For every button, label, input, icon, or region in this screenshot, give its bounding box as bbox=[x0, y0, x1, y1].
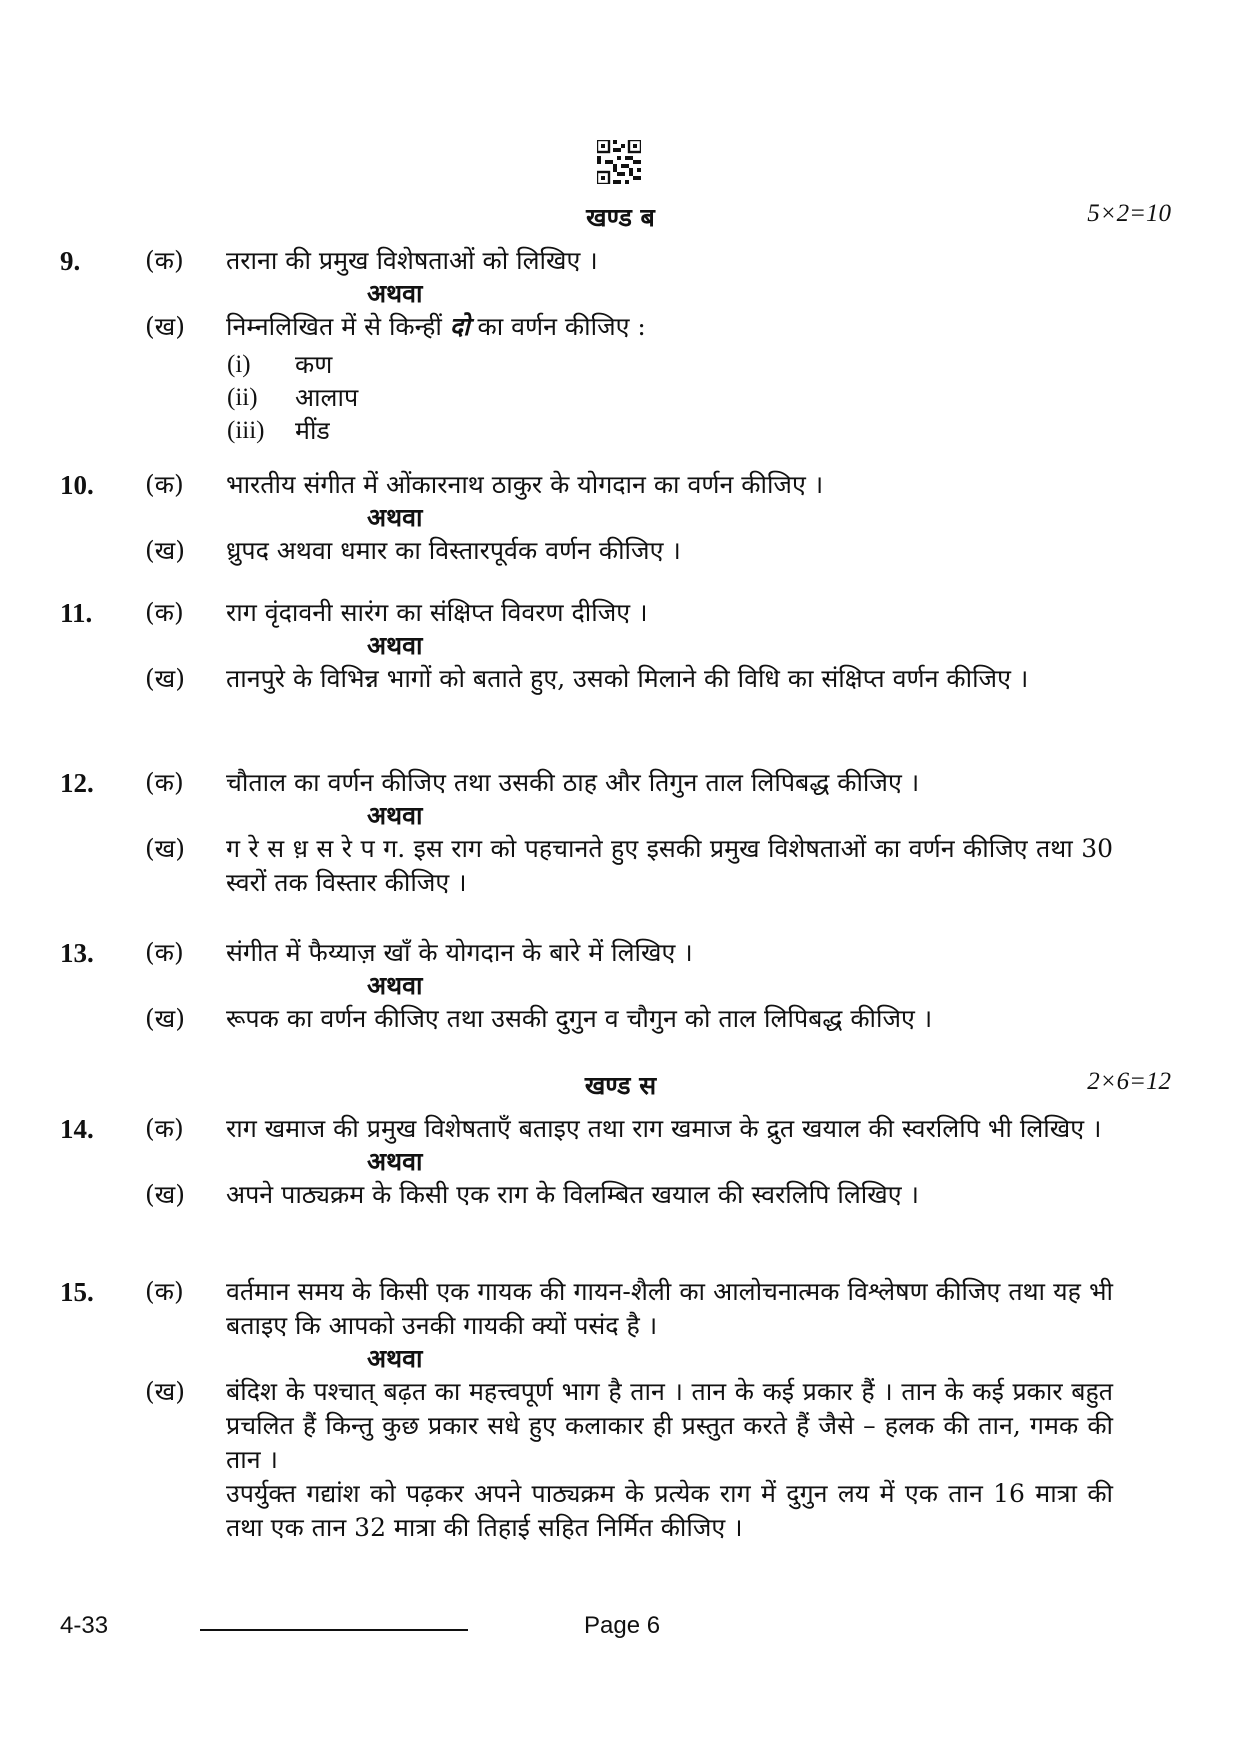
option-label: (क) bbox=[145, 938, 184, 967]
section-b-title: खण्ड ब bbox=[586, 203, 655, 232]
emphasis-text: दो bbox=[449, 312, 470, 341]
or-divider: अथवा bbox=[367, 631, 423, 660]
question-text: ग रे स ध़ स रे प ग. इस राग को पहचानते हुए इसकी प्रमुख विशेषताओं का वर्णन कीजिए तथा 30 स्वरों तक विस्तार कीजिए । bbox=[226, 834, 1113, 897]
option-label: (ख) bbox=[145, 834, 185, 863]
question-text: रूपक का वर्णन कीजिए तथा उसकी दुगुन व चौगुन को ताल लिपिबद्ध कीजिए । bbox=[226, 1004, 933, 1033]
option-label: (क) bbox=[145, 1277, 184, 1306]
option-label: (क) bbox=[145, 768, 184, 797]
option-label: (ख) bbox=[145, 664, 185, 693]
question-text: ध्रुपद अथवा धमार का विस्तारपूर्वक वर्णन कीजिए । bbox=[226, 536, 681, 565]
option-label: (क) bbox=[145, 1114, 184, 1143]
list-item: (i) कण bbox=[227, 350, 333, 379]
list-item: (iii) मींड bbox=[227, 416, 330, 445]
question-number: 11. bbox=[60, 598, 93, 628]
question-12 bbox=[0, 766, 1241, 900]
question-text: भारतीय संगीत में ओंकारनाथ ठाकुर के योगदान का वर्णन कीजिए । bbox=[226, 470, 824, 499]
question-number: 14. bbox=[60, 1114, 94, 1144]
question-text: संगीत में फैय्याज़ खाँ के योगदान के बारे में लिखिए । bbox=[226, 938, 693, 967]
option-label: (ख) bbox=[145, 536, 185, 565]
option-label: (ख) bbox=[145, 312, 185, 341]
or-divider: अथवा bbox=[367, 503, 423, 532]
section-c-marks: 2×6=12 bbox=[1087, 1068, 1171, 1095]
question-15 bbox=[0, 1275, 1241, 1545]
question-13 bbox=[0, 936, 1241, 1036]
section-c-title: खण्ड स bbox=[584, 1071, 657, 1100]
paper-code: 4-33 bbox=[60, 1612, 109, 1639]
footer-divider bbox=[200, 1629, 468, 1631]
question-number: 12. bbox=[60, 768, 94, 798]
question-9 bbox=[0, 244, 1241, 447]
question-text: उपर्युक्त गद्यांश को पढ़कर अपने पाठ्यक्रम के प्रत्येक राग में दुगुन लय में एक तान 16 मात्रा की तथा एक तान 32 मात्रा की तिहाई सहित निर्मित कीजिए । bbox=[226, 1479, 1113, 1542]
question-text: बंदिश के पश्चात् बढ़त का महत्त्वपूर्ण भाग है तान । तान के कई प्रकार हैं । तान के कई प्रकार बहुत प्रचलित हैं किन्तु कुछ प्रकार सधे हुए कलाकार ही प्रस्तुत करते हैं जैसे – हलक की तान, गमक की तान । bbox=[226, 1377, 1113, 1474]
question-text: निम्नलिखित में से किन्हीं दो का वर्णन कीजिए : bbox=[226, 312, 646, 341]
or-divider: अथवा bbox=[367, 279, 423, 308]
qr-code-icon bbox=[597, 140, 641, 184]
question-14 bbox=[0, 1112, 1241, 1212]
option-label: (ख) bbox=[145, 1180, 185, 1209]
or-divider: अथवा bbox=[367, 801, 423, 830]
question-11 bbox=[0, 596, 1241, 696]
question-text: अपने पाठ्यक्रम के किसी एक राग के विलम्बित खयाल की स्वरलिपि लिखिए । bbox=[226, 1180, 919, 1209]
question-number: 15. bbox=[60, 1277, 94, 1307]
page-number: Page 6 bbox=[584, 1612, 661, 1639]
option-label: (ख) bbox=[145, 1377, 185, 1406]
option-label: (ख) bbox=[145, 1004, 185, 1033]
question-number: 9. bbox=[60, 246, 81, 276]
question-text: तराना की प्रमुख विशेषताओं को लिखिए । bbox=[226, 246, 598, 275]
option-label: (क) bbox=[145, 246, 184, 275]
question-number: 13. bbox=[60, 938, 94, 968]
question-text: वर्तमान समय के किसी एक गायक की गायन-शैली का आलोचनात्मक विश्लेषण कीजिए तथा यह भी बताइए कि आपको उनकी गायकी क्यों पसंद है । bbox=[226, 1277, 1113, 1340]
or-divider: अथवा bbox=[367, 971, 423, 1000]
or-divider: अथवा bbox=[367, 1147, 423, 1176]
list-item: (ii) आलाप bbox=[227, 383, 359, 412]
question-number: 10. bbox=[60, 470, 94, 500]
question-text: राग खमाज की प्रमुख विशेषताएँ बताइए तथा राग खमाज के द्रुत खयाल की स्वरलिपि भी लिखिए । bbox=[226, 1114, 1102, 1143]
question-text: तानपुरे के विभिन्न भागों को बताते हुए, उसको मिलाने की विधि का संक्षिप्त वर्णन कीजिए । bbox=[226, 664, 1029, 693]
or-divider: अथवा bbox=[367, 1344, 423, 1373]
option-label: (क) bbox=[145, 470, 184, 499]
question-10 bbox=[0, 468, 1241, 568]
option-label: (क) bbox=[145, 598, 184, 627]
section-b-marks: 5×2=10 bbox=[1087, 200, 1171, 227]
question-text: राग वृंदावनी सारंग का संक्षिप्त विवरण दीजिए । bbox=[226, 598, 648, 627]
question-text: चौताल का वर्णन कीजिए तथा उसकी ठाह और तिगुन ताल लिपिबद्ध कीजिए । bbox=[226, 768, 920, 797]
